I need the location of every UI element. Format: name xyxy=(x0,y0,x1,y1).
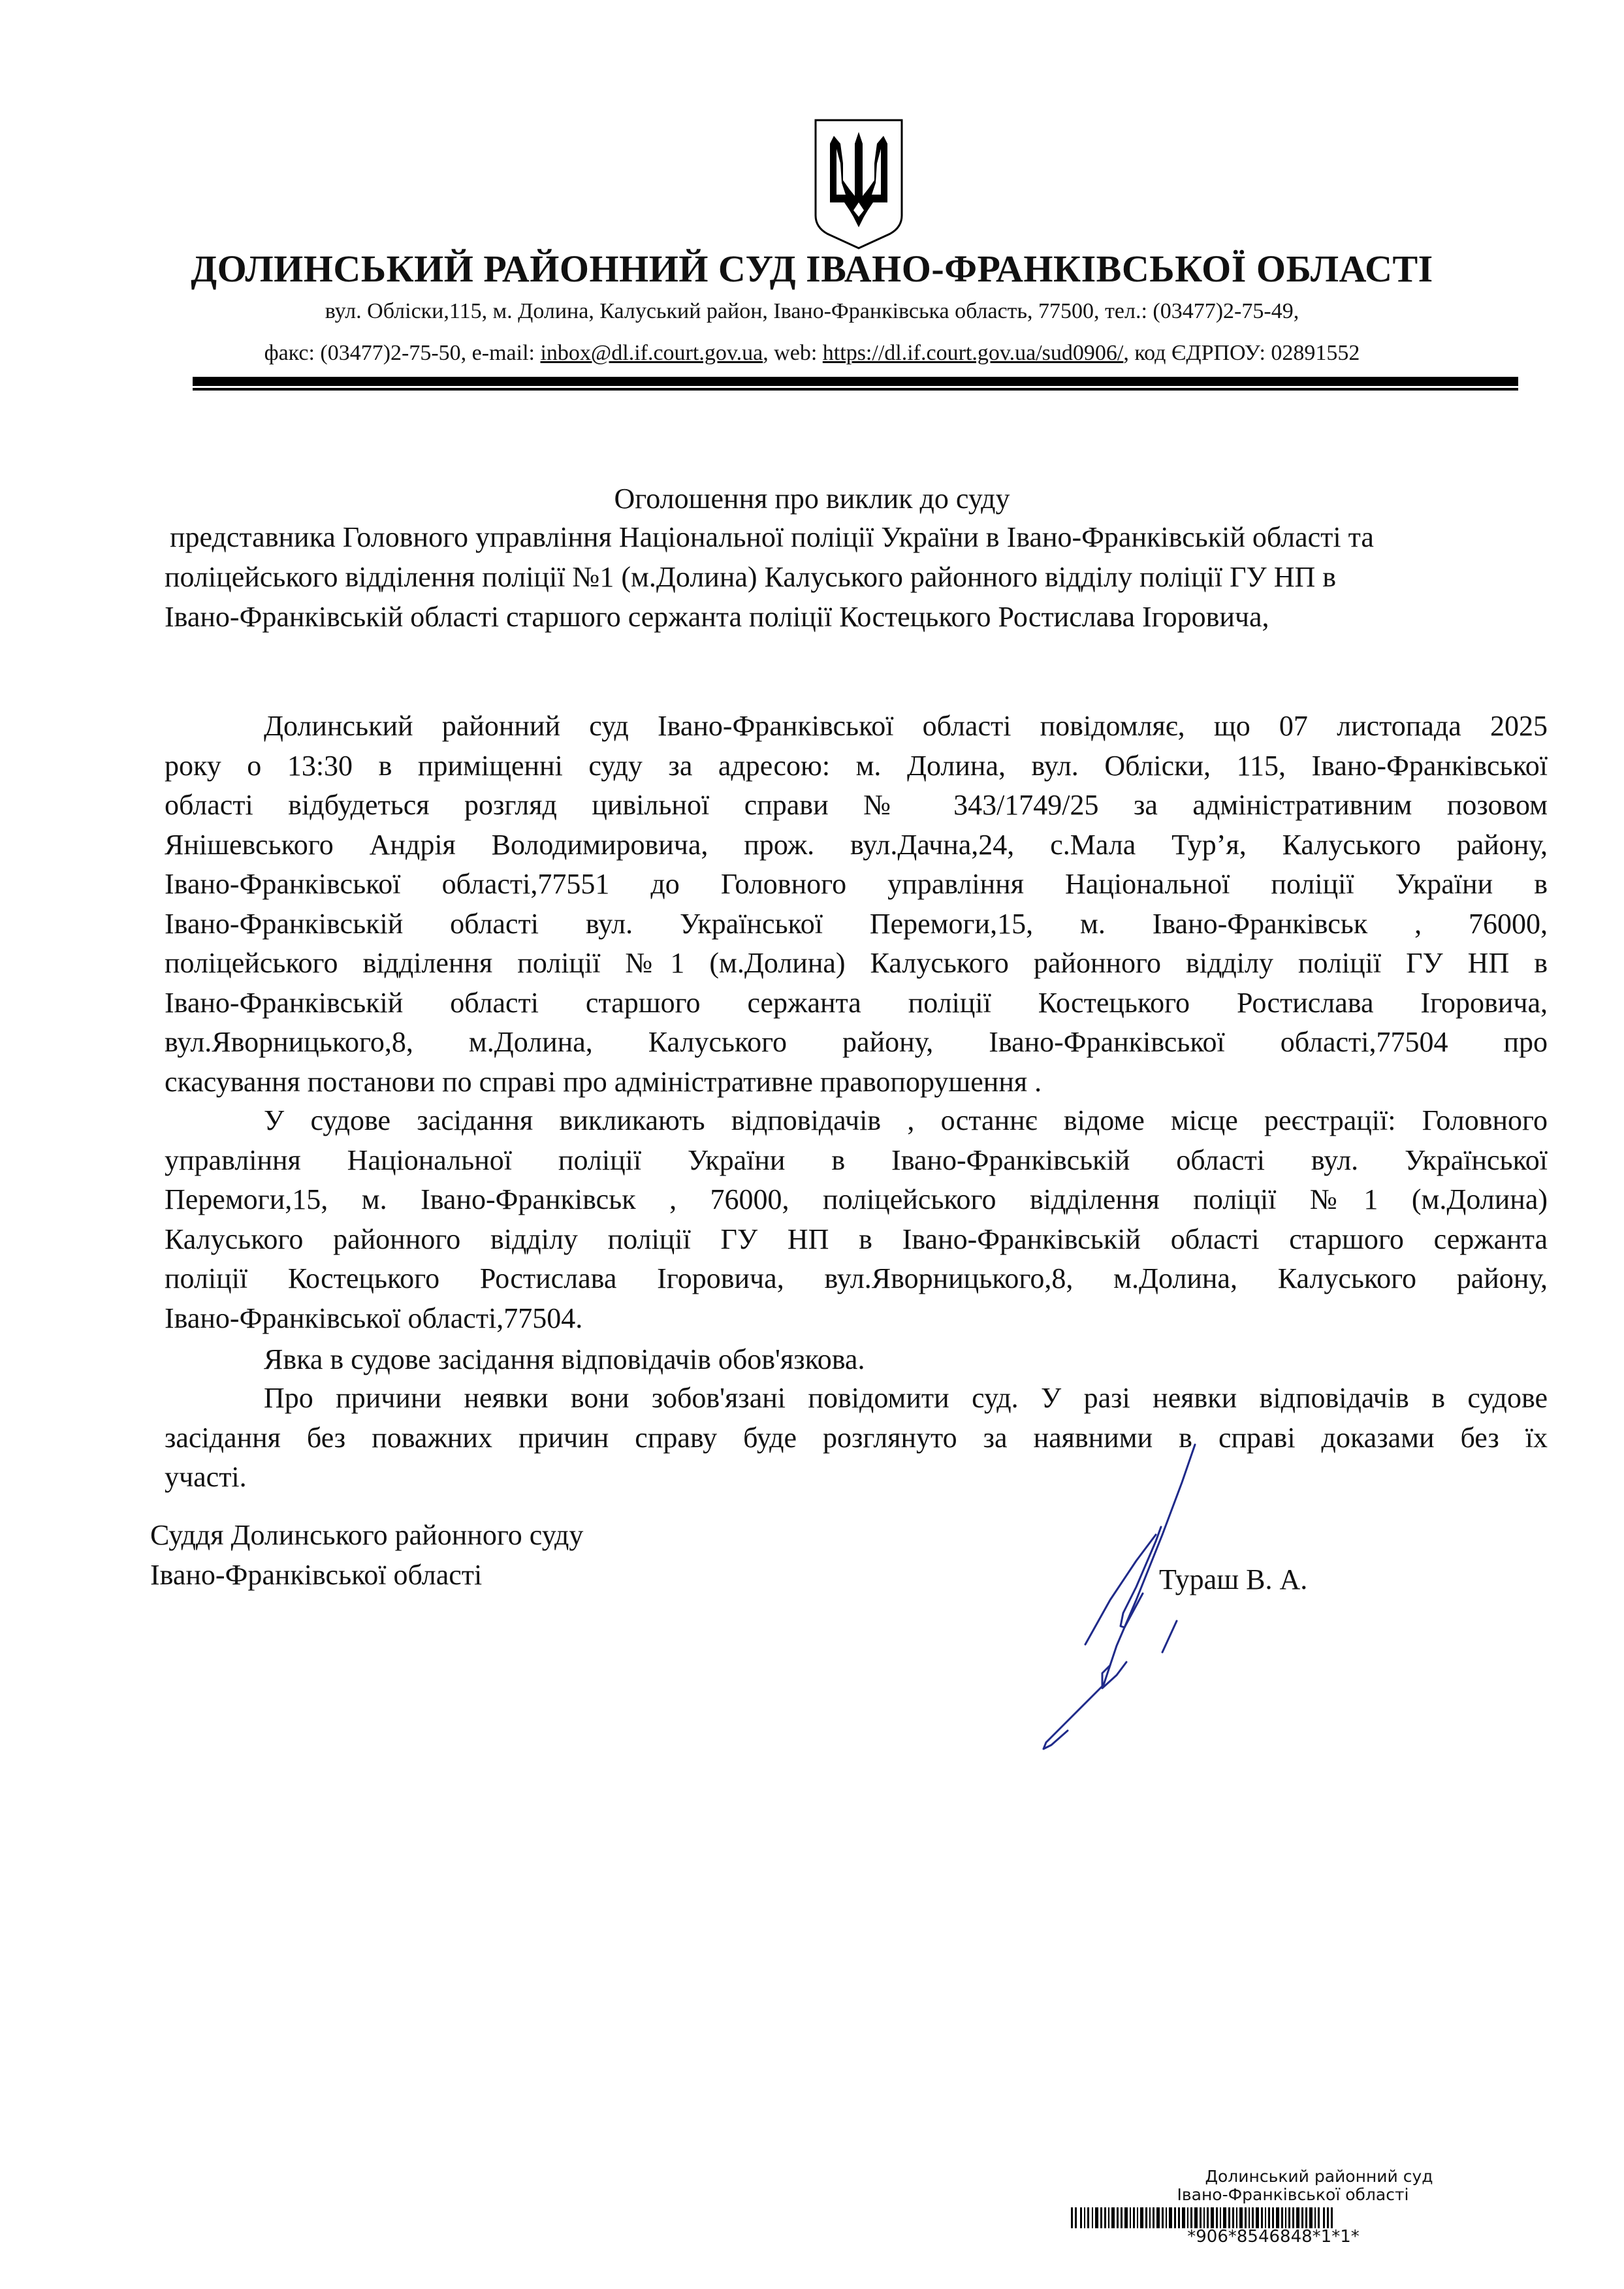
judge-title-line: Суддя Долинського районного суду xyxy=(150,1519,584,1551)
judge-title xyxy=(150,1515,583,1595)
text-line: Івано-Франківської області,77504. xyxy=(165,1302,583,1334)
text-line: Перемоги,15, м. Івано-Франківськ , 76000, поліцейського відділення поліції №1 (м.Долина) xyxy=(165,1183,1548,1215)
text-line: Про причини неявки вони зобов'язані повідомити суд. У разі неявки відповідачів в судове xyxy=(264,1382,1548,1414)
barcode-number: *906*8546848*1*1* xyxy=(1187,2227,1360,2247)
text-line: поліцейського відділення поліції №1 (м.Долина) Калуського районного відділу поліції ГУ НП в xyxy=(165,947,1548,979)
text-line: скасування постанови по справі про адміністративне правопорушення . xyxy=(165,1065,1042,1098)
barcode-icon xyxy=(1071,2207,1345,2228)
subtitle-line: Івано-Франківській області старшого сержанта поліції Костецького Ростислава Ігоровича, xyxy=(165,601,1269,633)
court-address-line: вул. Обліски,115, м. Долина, Калуський район, Івано-Франківська область, 77500, тел.: (03477)2-75-49, xyxy=(325,299,1299,323)
text-line: Івано-Франківській області старшого сержанта поліції Костецького Ростислава Ігоровича, xyxy=(165,986,1548,1019)
registry-stamp-line: Долинський районний суд xyxy=(1205,2167,1433,2186)
text-line: У судове засідання викликають відповідачів , останнє відоме місце реєстрації: Головного xyxy=(264,1104,1548,1136)
text-line: Калуського районного відділу поліції ГУ НП в Івано-Франківській області старшого сержанта xyxy=(165,1223,1548,1255)
web-label: , web: xyxy=(763,341,823,365)
judge-title-line: Івано-Франківської області xyxy=(150,1559,483,1591)
paragraph-hearing-notice xyxy=(165,707,1548,1102)
text-line: Явка в судове засідання відповідачів обов'язкова. xyxy=(264,1343,865,1375)
handwritten-signature-icon xyxy=(1006,1430,1215,1763)
text-line: Івано-Франківської області,77551 до Головного управління Національної поліції України в xyxy=(165,868,1548,900)
court-contacts-line xyxy=(0,341,1624,366)
paragraph-defendants-summoned xyxy=(165,1101,1548,1338)
edrpou-code: , код ЄДРПОУ: 02891552 xyxy=(1123,341,1360,365)
fax-label: факс: (03477)2-75-50, e-mail: xyxy=(264,341,541,365)
signer-name: Тураш В. А. xyxy=(1159,1563,1308,1595)
paragraph-attendance-mandatory xyxy=(165,1340,1548,1380)
trident-coat-of-arms-icon xyxy=(812,118,906,249)
text-line: засідання без поважних причин справу буде розглянуто за наявними в справі доказами без їх xyxy=(165,1421,1548,1454)
subtitle-line: поліцейського відділення поліції №1 (м.Долина) Калуського районного відділу поліції ГУ НП в xyxy=(165,561,1337,593)
text-line: управління Національної поліції України в Івано-Франківській області вул. Української xyxy=(165,1144,1548,1176)
website-link[interactable]: https://dl.if.court.gov.ua/sud0906/ xyxy=(822,341,1124,365)
email-link[interactable]: inbox@dl.if.court.gov.ua xyxy=(540,341,763,365)
text-line: участі. xyxy=(165,1461,247,1493)
announcement-title: Оголошення про виклик до суду xyxy=(614,483,1010,515)
header-divider-thick xyxy=(193,377,1518,386)
header-divider-thin xyxy=(193,388,1518,391)
text-line: Івано-Франківській області вул. Української Перемоги,15, м. Івано-Франківськ , 76000, xyxy=(165,907,1548,940)
text-line: Янішевського Андрія Володимировича, прож. вул.Дачна,24, с.Мала Тур’я, Калуського району, xyxy=(165,828,1548,861)
registry-stamp-line: Івано-Франківської області xyxy=(1177,2185,1409,2204)
text-line: Долинський районний суд Івано-Франківської області повідомляє, що 07 листопада 2025 xyxy=(264,710,1548,742)
text-line: області відбудеться розгляд цивільної справи № 343/1749/25 за адміністративним позовом xyxy=(165,789,1548,821)
text-line: поліції Костецького Ростислава Ігоровича, вул.Яворницького,8, м.Долина, Калуського району, xyxy=(165,1262,1548,1294)
subtitle-line: представника Головного управління Національної поліції України в Івано-Франківській області та xyxy=(170,521,1374,553)
text-line: вул.Яворницького,8, м.Долина, Калуського району, Івано-Франківської області,77504 про xyxy=(165,1026,1548,1058)
text-line: року о 13:30 в приміщенні суду за адресою: м. Долина, вул. Обліски, 115, Івано-Франківської xyxy=(165,749,1548,782)
court-name-heading: ДОЛИНСЬКИЙ РАЙОННИЙ СУД ІВАНО-ФРАНКІВСЬКОЇ ОБЛАСТІ xyxy=(191,248,1433,290)
announcement-subtitle xyxy=(165,517,1548,637)
paragraph-absence-notice xyxy=(165,1379,1548,1497)
